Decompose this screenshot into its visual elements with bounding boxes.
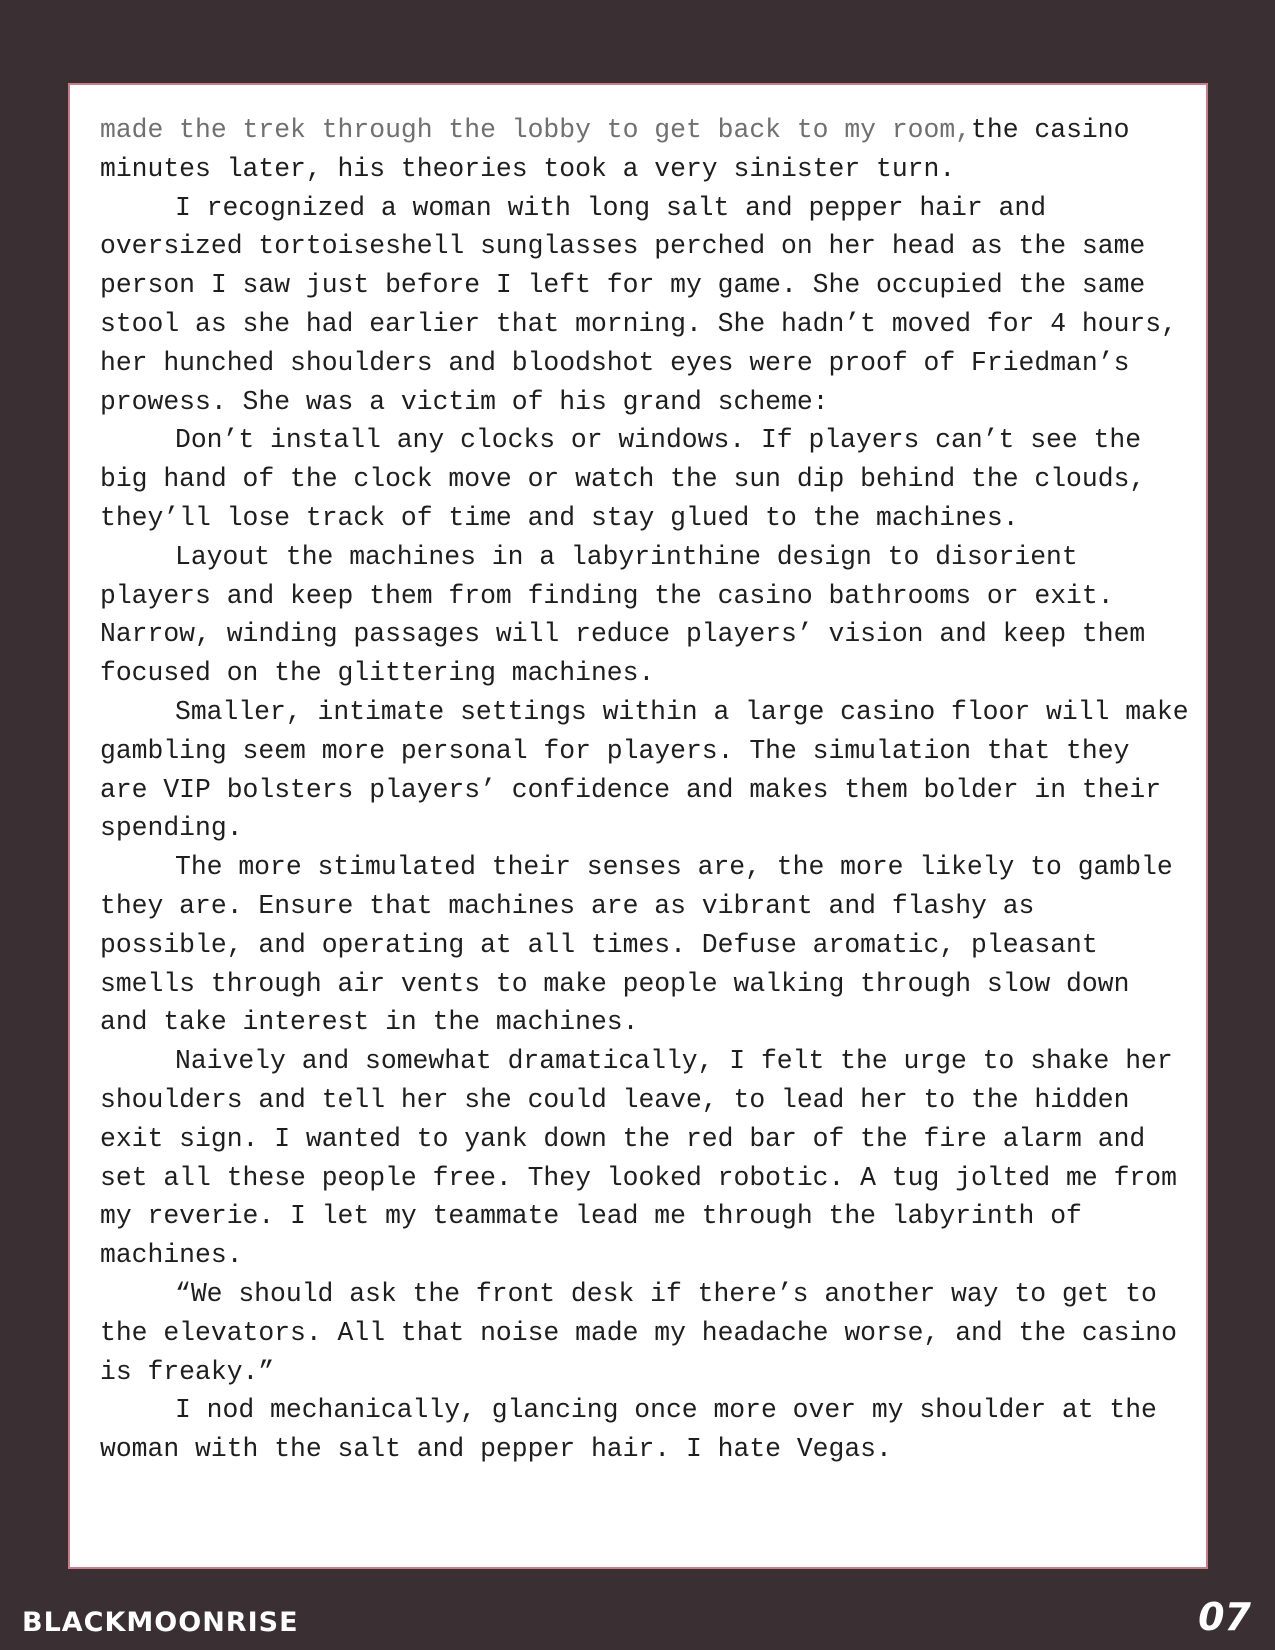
paragraph: Naively and somewhat dramatically, I felt the urge to shake her shoulders and tell her she could leave, to lead her to the hidden exit sign. I wanted to yank down the red bar of the fire alarm and set all these people free. They looked robotic. A tug jolted me from my reverie. I let my teammate lead me through the labyrinth of machines. (100, 1046, 1177, 1271)
paragraph: The more stimulated their senses are, the more likely to gamble they are. Ensure that machines are as vibrant and flashy as possible, and operating at all times. Defuse aromatic, pleasant smells through air vents to make people walking through slow down and take interest in the machines. (100, 852, 1173, 1038)
body-text (100, 111, 1190, 1469)
paragraph-continued (100, 111, 1190, 189)
faded-text-fragment: made the trek through the lobby to get back to my room, (100, 115, 972, 145)
paragraph: “We should ask the front desk if there’s another way to get to the elevators. All that noise made my headache worse, and the casino is freaky.” (100, 1278, 1177, 1387)
paragraph: Layout the machines in a labyrinthine design to disorient players and keep them from finding the casino bathrooms or exit. Narrow, winding passages will reduce players’ vision and keep them focused on the glittering machines. (100, 541, 1146, 689)
paragraph: I nod mechanically, glancing once more over my shoulder at the woman with the salt and pepper hair. I hate Vegas. (100, 1395, 1157, 1465)
paragraph: Don’t install any clocks or windows. If players can’t see the big hand of the clock move or watch the sun dip behind the clouds, they’ll lose track of time and stay glued to the machines. (100, 425, 1146, 533)
publication-brand: BLACKMOONRISE (22, 1607, 299, 1638)
page-frame (68, 83, 1208, 1569)
continued-text: the casino minutes later, his theories took a very sinister turn. (100, 115, 1130, 184)
paragraph: I recognized a woman with long salt and pepper hair and oversized tortoiseshell sunglasses perched on her head as the same person I saw just before I left for my game. She occupied the same stool as she had earlier that morning. She hadn’t moved for 4 hours, her hunched shoulders and bloodshot eyes were proof of Friedman’s prowess. She was a victim of his grand scheme: (100, 192, 1177, 417)
paragraph: Smaller, intimate settings within a large casino floor will make gambling seem more personal for players. The simulation that they are VIP bolsters players’ confidence and makes them bolder in their spending. (100, 696, 1189, 844)
page-number: 07 (1198, 1595, 1251, 1639)
